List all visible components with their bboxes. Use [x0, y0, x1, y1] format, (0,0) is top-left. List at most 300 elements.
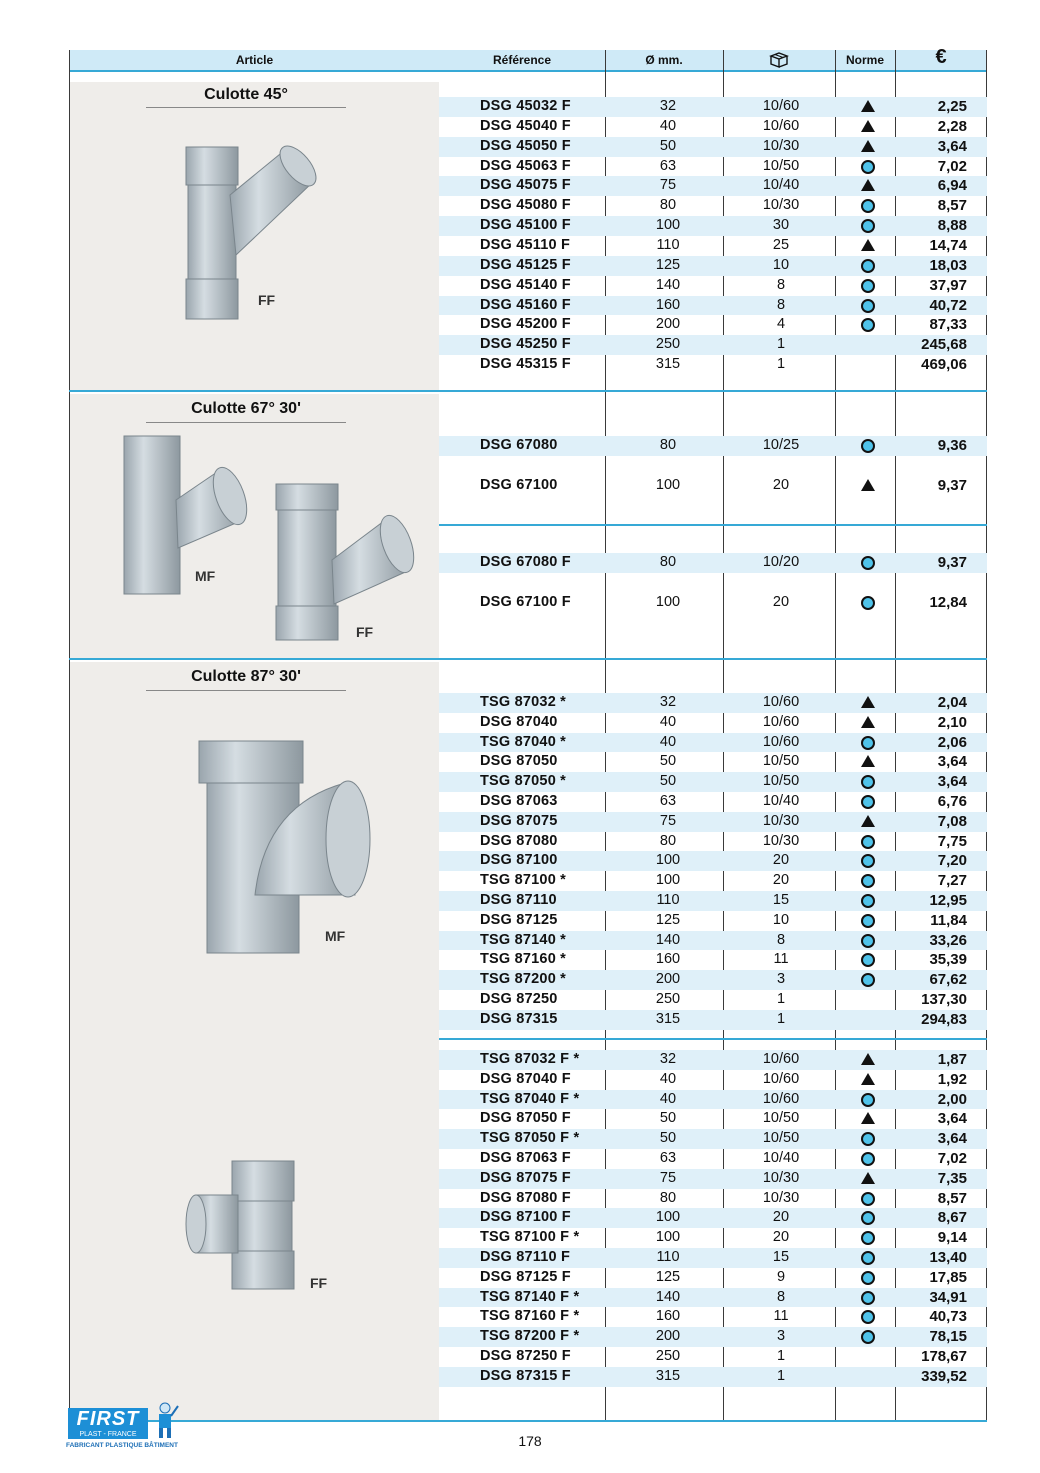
cell-pack: 10/30 [762, 137, 800, 154]
cell-pack: 10/50 [762, 753, 800, 770]
cell-pack: 10/30 [762, 832, 800, 849]
table-row [439, 97, 987, 117]
cell-ref: DSG 45250 F [480, 336, 571, 353]
cell-dia: 100 [655, 872, 681, 889]
cell-price: 2,00 [937, 1090, 967, 1108]
euro-icon: € [935, 46, 947, 68]
cell-price: 78,15 [929, 1328, 967, 1346]
subsection-separator [439, 524, 987, 526]
cell-pack: 3 [776, 971, 786, 988]
cell-ref: DSG 87063 [480, 793, 558, 809]
cell-price: 7,08 [937, 812, 967, 830]
table-row [439, 436, 987, 456]
cell-price: 11,84 [930, 911, 967, 929]
table-row [439, 1307, 987, 1327]
cell-ref: TSG 87032 F * [480, 1051, 580, 1067]
cell-ref: TSG 87040 F * [480, 1090, 580, 1107]
cell-dia: 80 [659, 197, 677, 214]
triangle-norm-icon [839, 713, 897, 733]
header-diameter: Ø mm. [645, 53, 683, 67]
frame-left [69, 50, 70, 1422]
cell-dia: 110 [656, 892, 680, 908]
title-underline [146, 690, 346, 691]
cell-ref: DSG 87040 [480, 713, 558, 730]
cell-dia: 125 [655, 911, 681, 928]
cell-dia: 40 [659, 117, 677, 134]
cell-price: 2,06 [937, 733, 967, 751]
cell-dia: 63 [659, 1150, 677, 1166]
triangle-norm-icon [839, 812, 897, 832]
cell-dia: 100 [655, 852, 681, 869]
cell-ref: DSG 87125 [480, 911, 558, 928]
table-row [439, 1347, 987, 1367]
cell-price: 3,64 [937, 1130, 967, 1148]
table-row [439, 1070, 987, 1090]
table-bottom [69, 1420, 987, 1422]
logo-tagline: FABRICANT PLASTIQUE BÂTIMENT [66, 1442, 178, 1449]
cell-ref: DSG 87315 [480, 1010, 558, 1027]
circle-norm-icon [839, 792, 897, 814]
cell-price: 9,37 [937, 476, 967, 494]
tag-ff: FF [258, 292, 276, 308]
cell-dia: 250 [655, 991, 681, 1007]
table-row [439, 1169, 987, 1189]
cell-dia: 40 [659, 1090, 677, 1107]
table-row [439, 256, 987, 276]
cell-ref: DSG 45200 F [480, 316, 571, 333]
table-row [439, 693, 987, 713]
cell-ref: DSG 45110 F [480, 236, 571, 253]
cell-pack: 20 [772, 1229, 790, 1246]
table-row [439, 1189, 987, 1209]
cell-ref: DSG 87110 [480, 892, 557, 908]
cell-ref: DSG 87250 [480, 991, 558, 1007]
cell-ref: TSG 87100 F * [480, 1229, 580, 1246]
cell-ref: DSG 87075 [480, 812, 558, 829]
cell-ref: TSG 87140 * [480, 931, 567, 948]
cell-price: 9,36 [937, 437, 967, 454]
cell-ref: DSG 87050 F [480, 1110, 571, 1127]
cell-ref: DSG 87040 F [480, 1070, 571, 1087]
section-title: Culotte 87° 30' [191, 668, 301, 685]
triangle-norm-icon [839, 1050, 897, 1070]
tag-mf: MF [325, 928, 346, 944]
circle-norm-icon [839, 1327, 897, 1349]
table-row [439, 1090, 987, 1110]
table-row [439, 1129, 987, 1149]
cell-dia: 200 [655, 971, 681, 988]
tag-ff: FF [310, 1275, 328, 1291]
circle-norm-icon [839, 931, 897, 953]
section-title: Culotte 67° 30' [191, 400, 301, 417]
table-row [439, 752, 987, 772]
cell-ref: DSG 87110 F [480, 1249, 571, 1265]
cell-price: 40,72 [929, 296, 967, 314]
cell-pack: 20 [772, 476, 790, 493]
triangle-norm-icon [839, 97, 897, 117]
cell-pack: 1 [776, 991, 786, 1007]
cell-pack: 25 [772, 236, 790, 253]
table-row [439, 931, 987, 951]
cell-dia: 100 [655, 1229, 681, 1246]
cell-dia: 80 [659, 832, 677, 849]
cell-pack: 20 [772, 852, 790, 869]
cell-pack: 10/40 [762, 793, 800, 809]
table-row [439, 772, 987, 792]
cell-dia: 250 [655, 336, 681, 353]
circle-norm-icon [839, 1228, 897, 1250]
cell-dia: 140 [655, 276, 681, 293]
subsection-separator [439, 1038, 987, 1040]
table-row [439, 176, 987, 196]
cell-dia: 140 [655, 931, 681, 948]
cell-price: 9,37 [937, 554, 967, 571]
cell-dia: 32 [659, 98, 677, 114]
circle-norm-icon [839, 1189, 897, 1211]
cell-ref: DSG 45160 F [480, 296, 571, 313]
cell-price: 2,04 [937, 694, 967, 711]
triangle-norm-icon [839, 117, 897, 137]
circle-norm-icon [839, 1307, 897, 1329]
cell-pack: 10/50 [762, 157, 800, 174]
cell-pack: 4 [776, 316, 786, 333]
cell-pack: 10/50 [762, 773, 800, 790]
cell-price: 2,10 [937, 713, 967, 731]
cell-dia: 40 [659, 713, 677, 730]
cell-price: 37,97 [929, 276, 967, 294]
cell-dia: 200 [655, 316, 681, 333]
cell-ref: DSG 67080 [480, 437, 558, 453]
cell-pack: 1 [776, 356, 786, 373]
circle-norm-icon [839, 733, 897, 755]
cell-price: 33,26 [929, 931, 967, 949]
table-row [439, 296, 987, 316]
cell-dia: 50 [659, 773, 677, 790]
cell-pack: 3 [776, 1328, 786, 1345]
cell-price: 3,64 [937, 753, 967, 771]
cell-pack: 8 [776, 296, 786, 313]
table-row [439, 733, 987, 753]
cell-ref: DSG 45125 F [480, 256, 571, 273]
cell-price: 9,14 [937, 1229, 967, 1247]
cell-pack: 20 [772, 1209, 790, 1226]
cell-pack: 8 [776, 931, 786, 948]
product-image-culotte-45 [170, 135, 330, 335]
cell-dia: 160 [655, 951, 681, 968]
cell-dia: 110 [656, 236, 680, 253]
cell-pack: 1 [776, 1010, 786, 1027]
cell-pack: 20 [772, 593, 790, 610]
cell-price: 40,73 [929, 1308, 967, 1326]
cell-pack: 10/20 [762, 554, 800, 570]
cell-pack: 10/60 [762, 98, 800, 114]
cell-price: 7,02 [937, 1150, 967, 1167]
product-image-culotte-87-mf [195, 735, 375, 960]
cell-dia: 250 [655, 1348, 681, 1364]
cell-pack: 30 [772, 217, 790, 234]
cell-ref: DSG 45075 F [480, 177, 571, 194]
cell-dia: 32 [659, 1051, 677, 1067]
cell-price: 8,67 [937, 1209, 967, 1227]
cell-price: 13,40 [929, 1249, 967, 1266]
logo-wordmark: FIRST [68, 1408, 148, 1430]
cell-pack: 10/30 [762, 1189, 800, 1206]
cell-ref: DSG 87075 F [480, 1169, 571, 1186]
cell-dia: 200 [655, 1328, 681, 1345]
cell-ref: DSG 87125 F [480, 1268, 571, 1285]
cell-price: 245,68 [921, 336, 967, 354]
cell-ref: DSG 87080 F [480, 1189, 571, 1206]
table-row [439, 990, 987, 1010]
triangle-norm-icon [839, 693, 897, 713]
cell-ref: TSG 87160 F * [480, 1308, 580, 1325]
cell-dia: 80 [659, 1189, 677, 1206]
cell-price: 3,64 [937, 1110, 967, 1128]
cell-ref: DSG 87100 [480, 852, 558, 869]
cell-price: 7,75 [937, 832, 967, 850]
triangle-norm-icon [839, 1109, 897, 1129]
company-logo [66, 1400, 186, 1452]
cell-dia: 75 [659, 177, 677, 194]
cell-ref: DSG 45080 F [480, 197, 571, 214]
cell-pack: 10/50 [762, 1130, 800, 1147]
cell-dia: 40 [659, 1070, 677, 1087]
header-reference: Référence [492, 53, 552, 67]
cell-price: 12,84 [929, 593, 967, 611]
table-row [439, 1268, 987, 1288]
cell-ref: DSG 87063 F [480, 1150, 571, 1166]
triangle-norm-icon [839, 236, 897, 256]
cell-dia: 110 [656, 1249, 680, 1265]
cell-ref: TSG 87040 * [480, 733, 567, 750]
cell-price: 6,76 [937, 793, 967, 810]
table-row [439, 1327, 987, 1347]
circle-norm-icon [839, 772, 897, 794]
cell-pack: 8 [776, 276, 786, 293]
cell-dia: 50 [659, 1110, 677, 1127]
cell-price: 18,03 [929, 256, 967, 274]
circle-norm-icon [839, 216, 897, 238]
page-number: 178 [518, 1433, 542, 1449]
cell-ref: DSG 45032 F [480, 98, 571, 114]
table-row [439, 812, 987, 832]
table-row [439, 792, 987, 812]
cell-price: 2,25 [937, 98, 967, 115]
cell-dia: 140 [655, 1288, 681, 1305]
cell-price: 137,30 [921, 991, 967, 1008]
triangle-norm-icon [839, 1169, 897, 1189]
cell-ref: TSG 87100 * [480, 872, 567, 889]
circle-norm-icon [839, 851, 897, 873]
cell-ref: TSG 87050 F * [480, 1130, 580, 1147]
cell-dia: 315 [655, 1367, 681, 1384]
cell-pack: 11 [773, 951, 789, 968]
cell-pack: 10 [772, 256, 790, 273]
table-row [439, 157, 987, 177]
table-row [439, 355, 987, 375]
cell-price: 7,27 [937, 872, 967, 890]
table-row [439, 871, 987, 891]
circle-norm-icon [839, 970, 897, 992]
table-row [439, 1248, 987, 1268]
cell-dia: 32 [659, 694, 677, 710]
cell-price: 14,74 [929, 236, 967, 254]
cell-ref: TSG 87200 * [480, 971, 567, 988]
cell-price: 34,91 [929, 1288, 967, 1306]
cell-price: 1,87 [937, 1051, 967, 1068]
cell-pack: 9 [776, 1268, 786, 1285]
cell-ref: TSG 87050 * [480, 773, 567, 790]
cell-price: 7,20 [937, 852, 967, 870]
cell-ref: DSG 67080 F [480, 554, 571, 570]
cell-ref: DSG 45100 F [480, 217, 571, 234]
section-separator [69, 658, 987, 660]
cell-dia: 315 [655, 356, 681, 373]
table-row [439, 315, 987, 335]
cell-dia: 100 [655, 217, 681, 234]
table-row [439, 117, 987, 137]
table-row [439, 950, 987, 970]
cell-ref: DSG 67100 F [480, 593, 571, 610]
triangle-norm-icon [839, 137, 897, 157]
circle-norm-icon [839, 1288, 897, 1310]
cell-price: 12,95 [929, 892, 967, 909]
table-row [439, 1010, 987, 1030]
cell-price: 1,92 [937, 1070, 967, 1088]
cell-pack: 1 [776, 336, 786, 353]
cell-dia: 100 [655, 1209, 681, 1226]
circle-norm-icon [839, 871, 897, 893]
header-norm: Norme [845, 53, 884, 67]
cell-dia: 40 [659, 733, 677, 750]
circle-norm-icon [839, 436, 897, 458]
cell-dia: 100 [655, 476, 681, 493]
cell-pack: 15 [772, 1249, 790, 1265]
cell-price: 469,06 [921, 356, 967, 374]
cell-dia: 160 [655, 296, 681, 313]
table-row [439, 276, 987, 296]
cell-pack: 10/60 [762, 694, 800, 710]
table-row [439, 891, 987, 911]
circle-norm-icon [839, 1149, 897, 1171]
cell-pack: 10/60 [762, 1090, 800, 1107]
cell-price: 3,64 [937, 773, 967, 791]
cell-dia: 315 [655, 1010, 681, 1027]
cell-pack: 10/60 [762, 1051, 800, 1067]
cell-pack: 10/60 [762, 733, 800, 750]
cell-price: 8,57 [937, 1189, 967, 1207]
cell-ref: DSG 45050 F [480, 137, 571, 154]
box-icon [723, 51, 835, 73]
circle-norm-icon [839, 593, 897, 615]
cell-price: 6,94 [937, 177, 967, 195]
cell-ref: TSG 87200 F * [480, 1328, 580, 1345]
triangle-norm-icon [839, 476, 897, 496]
circle-norm-icon [839, 276, 897, 298]
product-image-culotte-67-mf [118, 430, 258, 600]
cell-price: 2,28 [937, 117, 967, 135]
circle-norm-icon [839, 196, 897, 218]
table-row [439, 713, 987, 733]
table-row [439, 1149, 987, 1169]
cell-ref: DSG 87315 F [480, 1367, 571, 1384]
cell-price: 339,52 [921, 1367, 967, 1385]
table-row [439, 1367, 987, 1387]
table-row [439, 196, 987, 216]
mascot-icon [150, 1400, 180, 1440]
tag-ff: FF [356, 624, 374, 640]
cell-pack: 10/60 [762, 713, 800, 730]
cell-dia: 80 [659, 554, 677, 570]
cell-dia: 75 [659, 812, 677, 829]
table-row [439, 236, 987, 256]
cell-price: 87,33 [929, 316, 967, 334]
header-article: Article [235, 53, 274, 67]
table-row [439, 137, 987, 157]
table-row [439, 851, 987, 871]
cell-dia: 63 [659, 157, 677, 174]
cell-ref: DSG 45315 F [480, 356, 571, 373]
cell-dia: 160 [655, 1308, 681, 1325]
circle-norm-icon [839, 950, 897, 972]
cell-price: 8,57 [937, 197, 967, 215]
cell-pack: 10/30 [762, 197, 800, 214]
table-row [439, 1109, 987, 1129]
circle-norm-icon [839, 891, 897, 913]
cell-pack: 10/40 [762, 177, 800, 194]
table-row [439, 216, 987, 236]
cell-pack: 10/60 [762, 117, 800, 134]
circle-norm-icon [839, 1268, 897, 1290]
cell-price: 67,62 [929, 971, 967, 989]
table-row [439, 911, 987, 931]
cell-pack: 10/30 [762, 812, 800, 829]
cell-ref: DSG 87100 F [480, 1209, 571, 1226]
cell-price: 17,85 [929, 1268, 967, 1286]
cell-ref: TSG 87160 * [480, 951, 567, 968]
triangle-norm-icon [839, 176, 897, 196]
triangle-norm-icon [839, 752, 897, 772]
circle-norm-icon [839, 1208, 897, 1230]
cell-price: 3,64 [937, 137, 967, 155]
section-title: Culotte 45° [204, 86, 288, 103]
cell-pack: 1 [776, 1367, 786, 1384]
cell-pack: 15 [772, 892, 790, 908]
cell-dia: 75 [659, 1169, 677, 1186]
cell-ref: TSG 87032 * [480, 694, 567, 710]
cell-price: 8,88 [937, 217, 967, 235]
circle-norm-icon [839, 157, 897, 179]
title-underline [146, 422, 346, 423]
cell-pack: 10/60 [762, 1070, 800, 1087]
section-separator [69, 390, 987, 392]
table-row [439, 1228, 987, 1248]
cell-dia: 125 [655, 256, 681, 273]
table-row [439, 832, 987, 852]
circle-norm-icon [839, 315, 897, 337]
table-row [439, 1288, 987, 1308]
table-row [439, 1208, 987, 1228]
cell-price: 35,39 [929, 951, 967, 969]
circle-norm-icon [839, 1248, 897, 1270]
cell-ref: DSG 87080 [480, 832, 558, 849]
circle-norm-icon [839, 832, 897, 854]
table-row [439, 476, 987, 496]
cell-ref: TSG 87140 F * [480, 1288, 580, 1305]
cell-ref: DSG 87250 F [480, 1348, 571, 1364]
circle-norm-icon [839, 296, 897, 318]
cell-ref: DSG 45140 F [480, 276, 571, 293]
